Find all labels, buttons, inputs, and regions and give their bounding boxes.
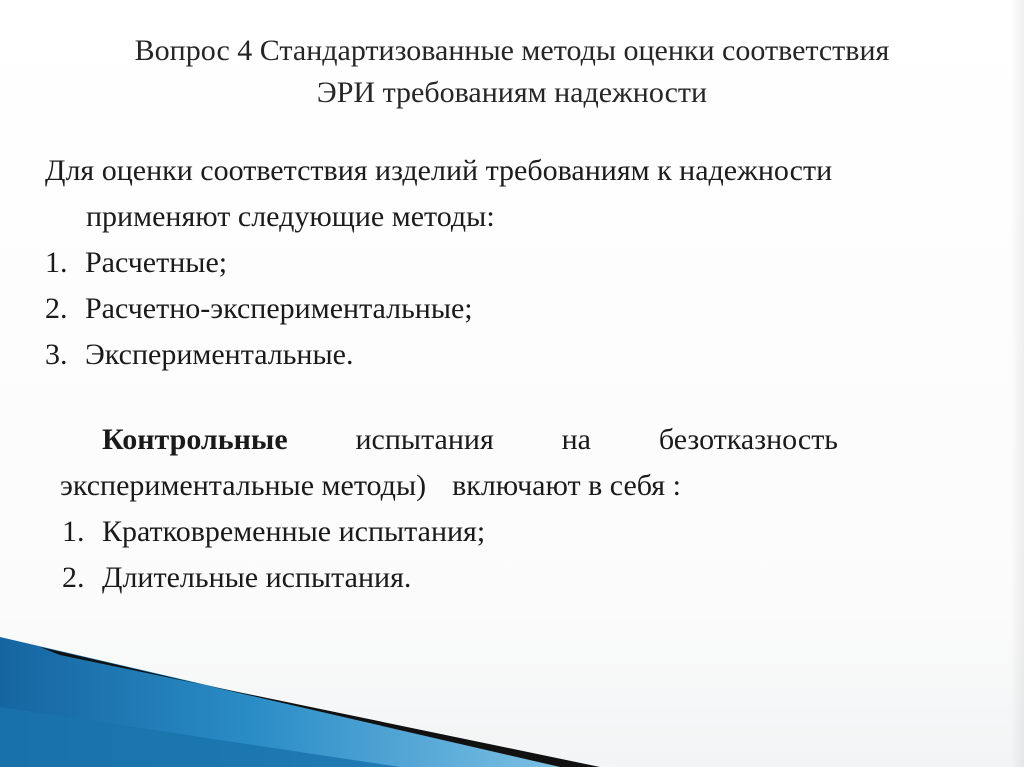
method-text: Расчетно-экспериментальные; (85, 292, 473, 325)
test-number: 2. (62, 561, 85, 594)
control-word-2: испытания (355, 423, 494, 456)
decorative-stripes (0, 627, 1024, 767)
control-word-4: безотказность (658, 423, 838, 456)
control-bold-word: Контрольные (102, 423, 288, 456)
method-number: 3. (45, 338, 68, 371)
test-text: Длительные испытания. (102, 561, 412, 594)
intro-line-1: Для оценки соответствия изделий требованиям к надежности (45, 154, 833, 187)
test-text: Кратковременные испытания; (102, 515, 486, 548)
control-tests-line-1 (102, 417, 838, 463)
method-number: 2. (45, 292, 68, 325)
method-text: Расчетные; (85, 246, 228, 279)
method-item-1 (45, 240, 227, 286)
method-item-2 (45, 286, 473, 332)
title-line-1: Вопрос 4 Стандартизованные методы оценки соответствия (134, 34, 890, 67)
test-item-1 (62, 509, 485, 555)
method-item-3 (45, 332, 353, 378)
test-number: 1. (62, 515, 85, 548)
test-item-2 (62, 555, 411, 601)
control-tests-line-2 (60, 463, 681, 509)
control-word-3: на (561, 423, 591, 456)
intro-line-2: применяют следующие методы: (86, 200, 495, 233)
method-number: 1. (45, 246, 68, 279)
title-line-2: ЭРИ требованиям надежности (316, 76, 708, 109)
method-text: Экспериментальные. (85, 338, 354, 371)
control-line-2-part-1: экспериментальные методы) (60, 469, 427, 502)
slide-title (40, 30, 984, 114)
control-line-2-part-2: включают в себя : (452, 469, 681, 502)
